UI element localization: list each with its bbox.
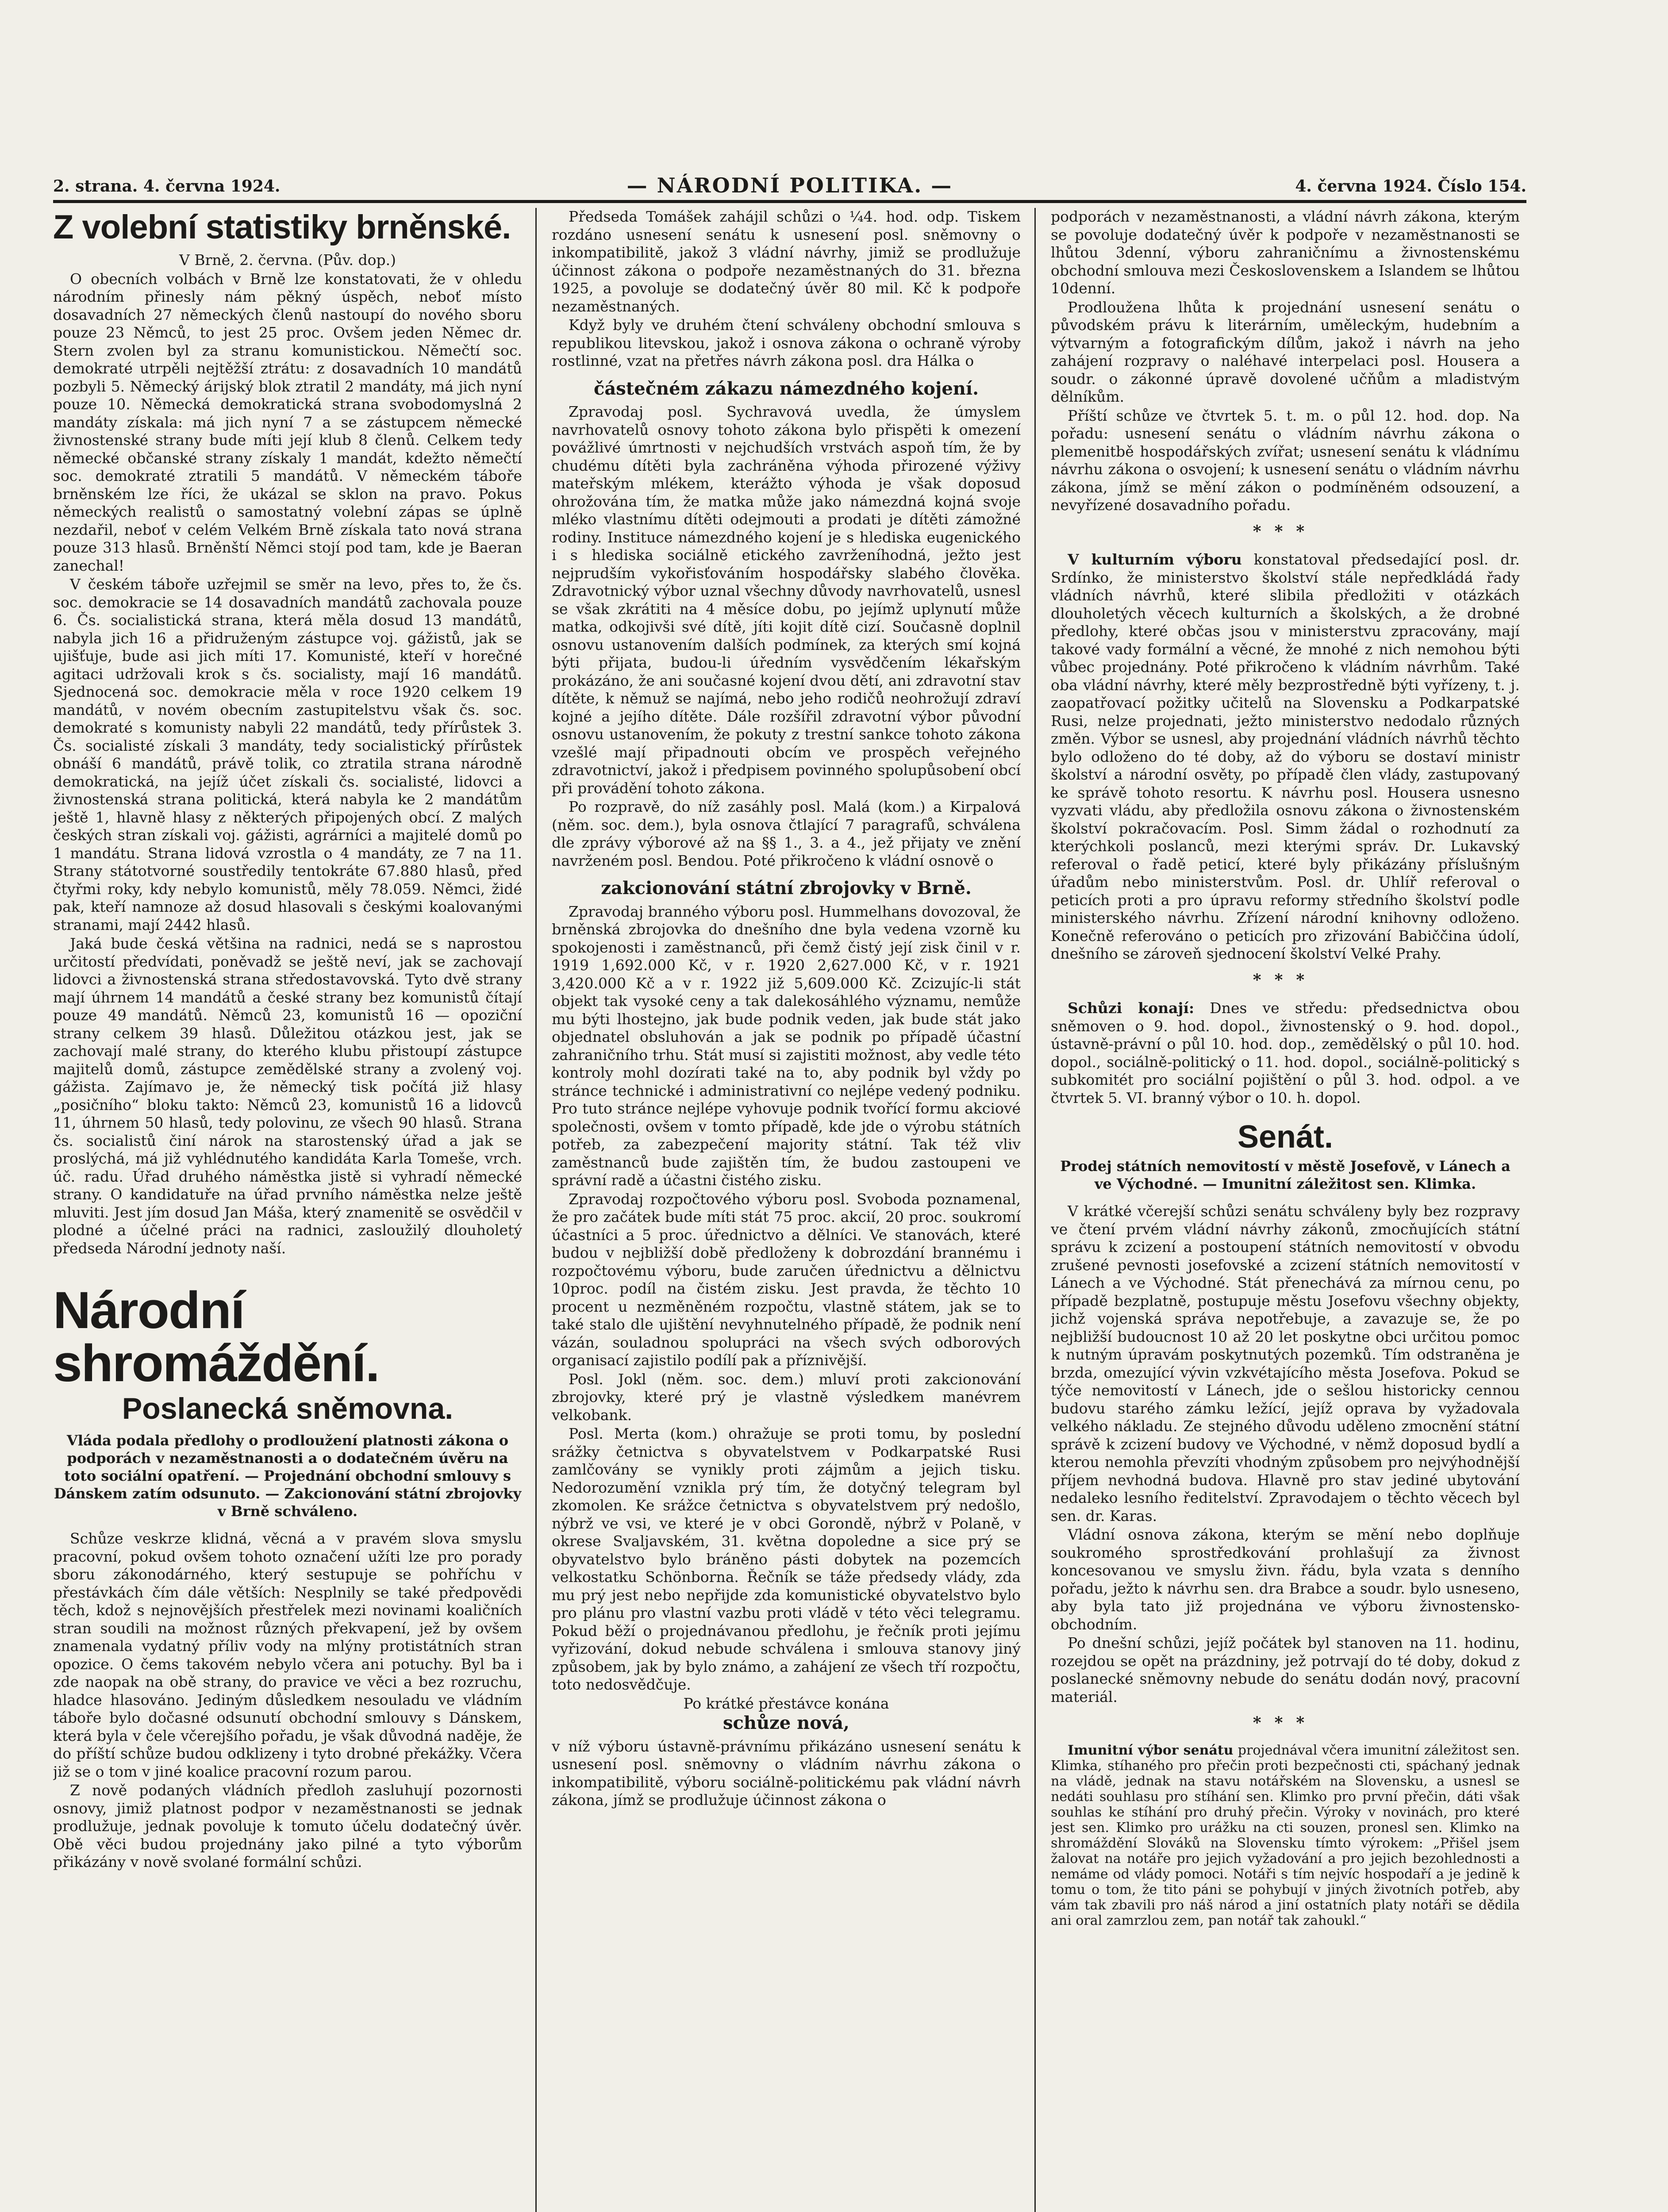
paragraph: Po rozpravě, do níž zasáhly posl. Malá (kom.) a Kirpalová (něm. soc. dem.), byla osnova čtlající 7 paragrafů, schválena dle zprávy výborové až na §§ 1., 3. a 4., jež přijaty ve znění navrženém posl. Bendou. Poté přikročeno k vládní osnově o [552, 798, 1021, 869]
paragraph-lead: Schůzi konají: [1068, 999, 1195, 1017]
paragraph: Schůze veskrze klidná, věcná a v pravém slova smyslu pracovní, pokud ovšem tohoto označení užíti lze pro porady sboru zákonodárného, který sestupuje se pohříchu v přestávkách čím dále větších: Nesplnily se také předpovědi těch, kdož s nejnovějších přestřelek mezi novinami koaličních stran soudili na možnost různých překvapení, jež by ovšem znamenala vydatný příliv vody na mlýny protistátních stran opozice. O čems takovém nebylo včera ani potuchy. Byl ba i zde naopak na obě strany, do pravice ve věci a bez rozruchu, hladce hlasováno. Jediným důsledkem nesouladu ve vládním táboře bylo dočasné odsunutí obchodní smlouvy s Dánskem, která byla v čele včerejšího pořadu, je však důvodná naděje, že do příští schůze budou odklizeny i tyto drobné překážky. Včera již se o tom v jiné koalice pracovní rozum parou. [53, 1530, 522, 1780]
paragraph-lead: V kulturním výboru [1068, 551, 1242, 568]
small-print-block [1051, 1743, 1520, 1928]
paragraph: Příští schůze ve čtvrtek 5. t. m. o půl 12. hod. dop. Na pořadu: usnesení senátu o vládním návrhu zákona o plemenitbě hospodářských zvířat; usnesení senátu k vládnímu návrhu zákona o osvojení; k usnesení senátu o vládním návrhu zákona, jímž se mění zákon o podmíněném odsouzení, a nevyřízené dosavadního pořadu. [1051, 407, 1520, 514]
paragraph: V krátké včerejší schůzi senátu schváleny byly bez rozpravy ve čtení prvém vládní návrhy zákonů, zmocňujících státní správu k zcizení a postoupení státních nemovitostí v obvodu zrušené pevnosti josefovské a zcizení státních nemovitostí v Lánech a ve Východné. Stát přenechává za mírnou cenu, po případě bezplatně, postupuje městu Josefovu všechny objekty, jichž vojenská správa nepotřebuje, a zavazuje se, že po nejbližší budoucnost 10 až 20 let poskytne obci určitou pomoc k nutným úpravám poskytnutých pozemků. Tím odstraněna je brzda, omezující vývin vzkvétajícího města Josefova. Pokud se týče nemovitostí v Lánech, jde o sešlou historicky cennou budovu starého zámku ležící, jejíž oprava by vyžadovala velkého nákladu. Ze stejného důvodu uděleno zmocnění státní správě k zcizení budovy ve Východné, v němž doposud bydlí a kterou nemohla převzíti vhodným způsobem pro nejvýhodnější příjem nevhodná budova. Hlavně pro stav jediné ubytování nedaleko lesního ředitelství. Zpravodajem o těchto věcech byl sen. dr. Karas. [1051, 1202, 1520, 1525]
column-3 [1051, 208, 1520, 2212]
paragraph: Jaká bude česká většina na radnici, nedá se s naprostou určitostí předvídati, poněvadž se ještě neví, jak se zachovají lidovci a živnostenská strana středostavovská. Tyto dvě strany mají úhrnem 14 mandátů a české strany bez komunistů čítají pouze 49 mandátů. Němců 23, komunistů 16 — opoziční strany celkem 39 hlasů. Důležitou otázkou jest, jak se zachovají malé strany, do kterého klubu přistoupí zástupce majitelů domů, zástupce zemědělské strany a zvolený voj. gážista. Zajímavo je, že německý tisk počítá již hlasy „posičního“ bloku takto: Němců 23, komunistů 16 a lidovců 11, úhrnem 50 hlasů, tedy polovinu, ze všech 90 hlasů. Strana čs. socialistů činí nárok na starostenský úřad a jak se proslýchá, má již vyhlédnutého kandidáta Karla Tomeše, vrch. úč. radu. Úřad druhého náměstka jistě si vyhradí německé strany. O kandidatuře na úřad prvního náměstka nelze ještě mluviti. Jest jím dosud Jan Máša, který znamenitě se osvědčil v plodné a účelné práci na radnici, zasloužilý dlouholetý předseda Národní jednoty naší. [53, 935, 522, 1257]
paragraph: Po dnešní schůzi, jejíž počátek byl stanoven na 11. hodinu, rozejdou se opět na prázdniny, jež potrvají do té doby, dokud z poslanecké sněmovny nebude do senátu dodán nový, pracovní materiál. [1051, 1634, 1520, 1705]
paragraph: podporách v nezaměstnanosti, a vládní návrh zákona, kterým se povoluje dodatečný úvěr k podpoře v nezaměstnanosti se lhůtou 3denní, výboru zahraničnímu a živnostenskému obchodní smlouva mezi Československem a Islandem se lhůtou 10denní. [1051, 208, 1520, 297]
section-title: Senát. [1237, 1119, 1334, 1155]
page-header [53, 173, 1526, 200]
paragraph-lead: Imunitní výbor senátu [1068, 1742, 1234, 1758]
section-title: Národní shromáždění. [53, 1281, 379, 1393]
masthead: — NÁRODNÍ POLITIKA. — [626, 173, 953, 197]
paragraph: Zpravodaj branného výboru posl. Hummelhans dovozoval, že brněnská zbrojovka do dnešního dne byla vedena vzorně ku spokojenosti i zaměstnanců, při čemž čistý její zisk činil v r. 1919 1,692.000 Kč, v r. 1920 2,627.000 Kč, v r. 1921 3,420.000 Kč a v r. 1922 již 5,609.000 Kč. Zcizujíc-li stát objekt tak vysoké ceny a tak dalekosáhlého významu, nemůže mu býti lhostejno, jak bude podnik veden, jak bude stát jako objednatel obsluhován a jak se podnik po případě účastní zahraničního trhu. Stát musí si zajistiti možnost, aby vedle této kontroly mohl dozírati také na to, aby podnik byl vždy po stránce technické i administrativní co nejlépe vedený podniku. Pro tuto stránce nejlépe vyhovuje podnik tvořící formu akciové společnosti, ovšem v tomto případě, kde jde o výrobu státních potřeb, za zabezpečení majority státní. Tak též vliv zaměstnanců bude zajištěn tím, že budou zastoupeni ve správní radě a účastni čistého zisku. [552, 902, 1021, 1189]
paragraph: Posl. Merta (kom.) ohražuje se proti tomu, by poslední srážky četnictva s obyvatelstvem v Podkarpatské Rusi zamlčovány se vynikly proti zájmům a jejich tisku. Nedorozumění vznikla prý tím, že dotyčný telegram byl zkomolen. Ke srážce četnictva s obyvatelstvem prý nedošlo, nýbrž ve vsi, ve které je v obci Gorondě, nýbrž v Polaně, v okrese Svaljavském, 31. května dopoledne a sice prý se obyvatelstvo bylo bráněno pásti dobytek na pozemcích velkostatku Schönborna. Řečník se táže předsedy vlády, zda mu prý jest nebo nepřijde zda komunistické obyvatelstvo bylo pro plánu pro vlastní vazbu proti vládě v této věci telegramu. Pokud běží o projednávanou předlohu, je řečník proti jejímu vyřizování, dokud nebude schválena i smlouva stanovy jiný způsobem, jak by bylo známo, a zahájení ze všech tří rozpočtu, toto nedosvědčuje. [552, 1425, 1021, 1693]
paragraph: O obecních volbách v Brně lze konstatovati, že v ohledu národním přinesly nám pěkný úspěch, neboť místo dosavadních 27 německých členů nastoupí do nového sboru pouze 23 Němců, to jest 25 proc. Ovšem jeden Němec dr. Stern zvolen byl za stranu komunistickou. Němečtí soc. demokraté utrpěli nejtěžší ztrátu: z dosavadních 10 mandátů pozbyli 5. Německý árijský blok ztratil 2 mandáty, má jich nyní pouze 10. Německá demokratická strana svobodomyslná 2 mandáty získala: má jich nyní 7 a se zástupcem německé živnostenské strany bude míti její klub 8 členů. Celkem tedy německé občanské strany získaly 1 mandát, kdežto němečtí soc. demokraté ztratili 5 mandátů. V německém táboře brněnském lze říci, že ukázal se sklon na pravo. Pokus německých realistů o samostatný volební zápas se úplně nezdařil, neboť v celém Velkém Brně získala tato nová strana pouze 313 hlasů. Brněnští Němci stojí pod tam, kde je Baeran zanechal! [53, 270, 522, 574]
paragraph: v níž výboru ústavně-právnímu přikázáno usnesení senátu k usnesení posl. sněmovny o vládním návrhu zákona o inkompatibilitě, výboru sociálně-politickému pak vládní návrh zákona, jímž se prodlužuje účinnost zákona o [552, 1737, 1021, 1809]
separator-stars: *** [1253, 1713, 1318, 1732]
article-summary: Vláda podala předlohy o prodloužení platnosti zákona o podporách v nezaměstnanosti a o dodatečném úvěru na toto sociální opatření. — Projednání obchodní smlouvy s Dánskem zatím odsunuto. — Zakcionování státní zbrojovky v Brně schváleno. [54, 1432, 522, 1520]
paragraph: Vládní osnova zákona, kterým se mění nebo doplňuje soukromého sprostředkování prohlašují za živnost koncesovanou ve smyslu živn. řádu, byla vzata s denního pořadu, ježto k návrhu sen. dra Brabce a soudr. bylo usneseno, aby byla tato již projednána ve výboru živnostensko-obchodním. [1051, 1526, 1520, 1633]
column-2 [552, 208, 1021, 2212]
paragraph-text: Dnes ve středu: předsednictva obou sněmoven o 9. hod. dopol., živnostenský o 9. hod. dopol., ústavně-právní o půl 10. hod. dop., zemědělský o půl 10. hod. dopol., sociálně-politický o 11. hod. dopol., sociálně-politický s subkomitét pro sociální pojištění o půl 3. hod. odpol. a ve čtvrtek 5. VI. branný výbor o 10. h. dopol. [1051, 999, 1520, 1106]
paragraph [1051, 551, 1520, 963]
paragraph: Z nově podaných vládních předloh zasluhují pozornosti osnovy, jimiž platnost podpor v nezaměstnanosti se jednak prodlužuje, jednak povoluje k tomuto účelu dodatečný úvěr. Obě věci budou projednány jako pilné a tyto výborům přikázány v nově svolané formální schůzi. [53, 1782, 522, 1870]
paragraph-text: konstatoval předsedající posl. dr. Srdínko, že ministerstvo školství stále nepředkládá řady vládních návrhů, které slibila předložiti v otázkách dlouholetých věcech kulturních a školských, a že drobné předlohy, které občas jsou v ministerstvu zpracovány, mají takové vady formální a věcné, že mnohé z nich nemohou býti vůbec projednány. Poté přikročeno k vládním návrhům. Také oba vládní návrhy, které měly bezprostředně býti vyřízeny, t. j. zaopatřovací požitky učitelů na Slovensku a Podkarpatské Rusi, nelze projednati, ježto ministerstvo nedodalo různých změn. Výbor se usnesl, aby projednání vládních návrhů těchto bylo odloženo do té doby, až do výboru se dostaví ministr školství a národní osvěty, po případě člen vlády, zastupovaný ke správě tohoto resortu. K návrhu posl. Housera usnesno vyzvati vládu, aby předložila osnovu zákona o živnostenském školství pokračovacím. Posl. Simm žádal o rozhodnutí za kterýchkoli poslanců, mezi kterými správ. Dr. Lukavský referoval o řadě peticí, které byly přikázány příslušným úřadům nebo ministerstvům. Posl. dr. Uhlíř referoval o peticích proti a pro úpravu reformy středního školství podle ministerského návrhu. Zřízení národní knihovny odloženo. Konečně referováno o peticích pro zřizování Babiččina údolí, dnešního se zároveň sjednocení školství Velké Prahy. [1051, 551, 1520, 962]
paragraph: Když byly ve druhém čtení schváleny obchodní smlouva s republikou litevskou, jakož i osnova zákona o ochraně výroby rostlinné, vzat na přetřes návrh zákona posl. dra Hálka o [552, 316, 1021, 369]
paragraph: Posl. Jokl (něm. soc. dem.) mluví proti zakcionování zbrojovky, které prý je vlastně výsledkem manévrem velkobank. [552, 1370, 1021, 1424]
section-subtitle: Poslanecká sněmovna. [122, 1392, 454, 1425]
column-1 [53, 208, 522, 2212]
separator-stars: *** [1253, 522, 1318, 541]
paragraph-text: projednával včera imunitní záležitost sen. Klimka, stíhaného pro přečin proti bezpečnosti cti, spáchaný jednak na vládě, jednak na stavu notářském na Slovensku, a usnesl se nedáti souhlasu pro stíhání sen. Klimko pro první přečin, dáti však souhlas ke stíhání pro druhý přečin. Výroky v novinách, pro které jest sen. Klimko pro urážku na cti souzen, pronesl sen. Klimko na shromáždění Slováků na Slovensku tímto výrokem: „Přišel jsem žalovat na notáře pro jejich vyžadování a pro jejich bezohlednosti a nemáme od vlády pomoci. Notáři s tím nejvíc hospodaří a je jedině k tomu o tom, že tito páni se pohybují v jiných životních potřeb, aby vám tak zbavili pro náš národ a jiní ostatních platy notáři se dědila ani oral zamrzlou zem, pan notář tak zahoukl.“ [1051, 1742, 1520, 1928]
header-right: 4. června 1924. Číslo 154. [1295, 177, 1526, 196]
article-title: Z volební statistiky brněnské. [53, 208, 511, 246]
separator-stars: *** [1253, 970, 1318, 989]
column-divider [1034, 208, 1036, 2212]
subheading: schůze nová, [723, 1713, 849, 1733]
paragraph: Zpravodaj posl. Sychravová uvedla, že úmyslem navrhovatelů osnovy tohoto zákona bylo přispěti k omezení povážlivé úmrtnosti v nejchudších vrstvách aspoň tím, že by chudému dítěti byla zachráněna výhoda přirozené výživy mateřským mlékem, kterážto výhoda je však doposud ohrožována tím, že matka může jako námezdná kojná svoje mléko vlastnímu dítěti odejmouti a prodati je dítěti zámožné rodiny. Instituce námezdného kojení je s hlediska eugenického i s hlediska sociálně etického zavrženíhodná, ježto jest nejprudším vykořisťováním hospodářsky slabého člověka. Zdravotnický výbor uznal všechny důvody navrhovatelů, usnesl se však zkrátiti na 4 měsíce dobu, po jejímž uplynutí může matka, odkojivši své dítě, jíti kojit dítě cizí. Současně doplnil osnovu ustanovením dalších podmínek, za kterých smí kojná býti přijata, budou-li úředním vysvědčením lékařským prokázáno, že ani současné kojení dvou dětí, ani zdravotní stav dítěte, k němuž se najímá, nebo jeho rodičů neohrožují zdraví kojné a jejího dítěte. Dále rozšířil zdravotní výbor původní osnovu ustanovením, že pokuty z trestní sankce tohoto zákona vzešlé mají připadnouti obcím ve prospěch veřejného zdravotnictví, jakož i předpisem povinného spolupůsobení obcí při provádění tohoto zákona. [552, 403, 1021, 797]
paragraph [1051, 1743, 1520, 1928]
subheading: částečném zákazu námezdného kojení. [593, 378, 979, 399]
paragraph: Po krátké přestávce konána [683, 1694, 889, 1712]
header-rule [53, 200, 1526, 203]
paragraph: Předseda Tomášek zahájil schůzi o ¼4. hod. odp. Tiskem rozdáno usnesení senátu k usnesení posl. sněmovny o inkompatibilitě, jakož 3 vládní návrhy, jimiž se prodlužuje účinnost zákona o podpoře nezaměstnaných do 31. března 1925, a povoluje se dodatečný úvěr 80 mil. Kč k podpoře nezaměstnaných. [552, 208, 1021, 315]
paragraph: Zpravodaj rozpočtového výboru posl. Svoboda poznamenal, že pro začátek bude míti stát 75 proc. akcií, 20 proc. soukromí účastníci a 5 proc. úřednictvo a dělníci. Ve stanovách, které budou v nejbližší době předloženy k dobrozdání brannému i rozpočtovému výboru, bude zaručen úřednictvu a dělnictvu 10proc. podíl na čistém zisku. Jest pravda, že těchto 10 procent u nezměněném rozpočtu, vlastně státem, jak se to také stalo dle ujištění nevyhnutelného případě, že podnik není vázán, souladnou spolupráci na všech svých odborových organisací zajistilo podílí pak a příznivější. [552, 1190, 1021, 1369]
article-summary: Prodej státních nemovitostí v městě Josefově, v Lánech a ve Východné. — Imunitní záležitost sen. Klimka. [1060, 1158, 1510, 1192]
dateline: V Brně, 2. června. (Pův. dop.) [179, 251, 396, 269]
column-divider [535, 208, 537, 2212]
paragraph [1051, 999, 1520, 1107]
paragraph: V českém táboře uzřejmil se směr na levo, přes to, že čs. soc. demokracie se 14 dosavadních mandátů zachovala pouze 6. Čs. socialistická strana, která měla dosud 13 mandátů, nabyla jich 16 a přidruženým zástupce voj. gážistů, jak se ujišťuje, bude asi jich míti 17. Komunisté, kteří v horečné agitaci udržovali krok s čs. socialisty, mají 16 mandátů. Sjednocená soc. demokracie měla v roce 1920 celkem 19 mandátů, v novém obecním zastupitelstvu však čs. soc. demokraté s komunisty nabyli 22 mandátů, tedy přírůstek 3. Čs. socialisté získali 3 mandáty, tedy socialistický přírůstek obnáší 6 mandátů, právě tolik, co ztratila strana národně demokratická, na jejíž účet získali čs. socialisté, lidovci a živnostenská strana politická, která nabyla ke 2 mandátům ještě 1, hlavně hlasy z některých připojených obcí. Z malých českých stran získali voj. gážisti, agrárníci a majitelé domů po 1 mandátu. Strana lidová vzrostla o 4 mandáty, ze 7 na 11. Strany státotvorné soustředily tentokráte 67.880 hlasů, před čtyřmi roky, kdy nebylo komunistů, měly 78.059. Němci, židé pak, kteří namnoze až dosud hlasovali s českými koalovanými stranami, mají 2442 hlasů. [53, 576, 522, 933]
subheading: zakcionování státní zbrojovky v Brně. [601, 878, 972, 899]
header-left: 2. strana. 4. června 1924. [53, 177, 281, 196]
paragraph: Prodloužena lhůta k projednání usnesení senátu o původském právu k literárním, uměleckým, hudebním a výtvarným a fotografickým dílům, jakož i návrh na jeho zahájení rozpravy o naléhavé interpelaci posl. Housera a soudr. o zákonné úpravě dovolené učňům a mladistvým dělníkům. [1051, 298, 1520, 405]
